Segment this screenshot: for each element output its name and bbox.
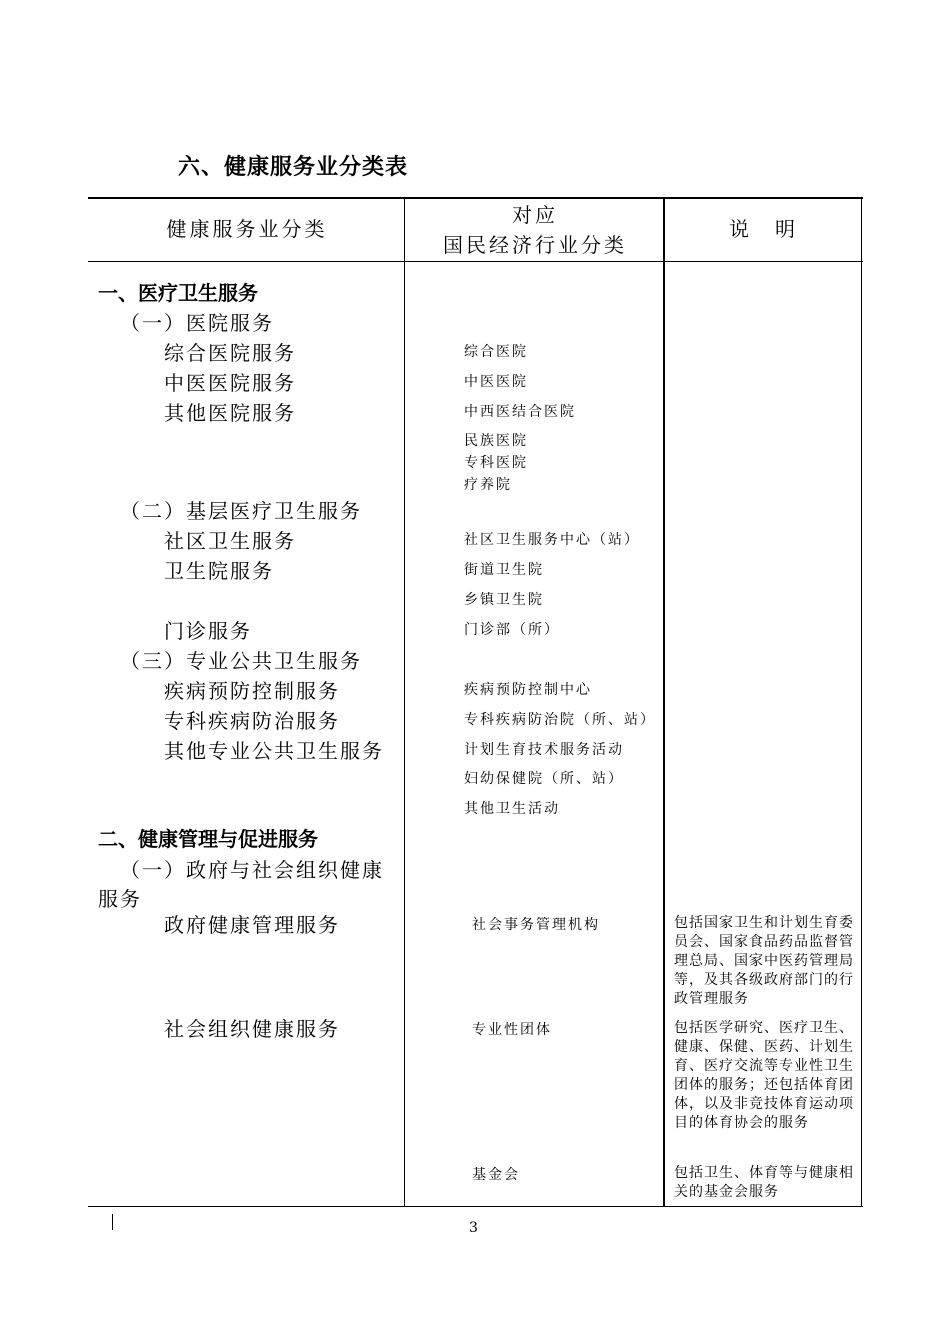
column-divider-2 <box>663 197 665 1207</box>
page-number: 3 <box>469 1220 478 1236</box>
subsection-2-1-line1: （一）政府与社会组织健康 <box>120 858 384 882</box>
code-township-health-center: 乡镇卫生院 <box>464 592 544 608</box>
code-maternal-child-health: 妇幼保健院（所、站） <box>464 771 624 787</box>
table-header-divider <box>88 261 863 262</box>
item-1-3-a: 疾病预防控制服务 <box>164 679 340 703</box>
note-professional-association: 包括医学研究、医疗卫生、健康、保健、医药、计划生育、医疗交流等专业性卫生团体的服务；还包括体育团体，以及非竞技体育运动项目的体育协会的服务 <box>674 1020 854 1131</box>
margin-marker <box>112 1214 113 1230</box>
item-1-3-b: 专科疾病防治服务 <box>164 709 340 733</box>
code-other-health-activities: 其他卫生活动 <box>464 801 560 817</box>
item-1-1-a: 综合医院服务 <box>164 341 296 365</box>
section-2-heading: 二、健康管理与促进服务 <box>98 827 318 851</box>
code-outpatient: 门诊部（所） <box>464 622 560 638</box>
code-sanatorium: 疗养院 <box>464 477 512 493</box>
subsection-1-1: （一）医院服务 <box>120 311 274 335</box>
table-right-border <box>861 197 862 1207</box>
page-title: 六、健康服务业分类表 <box>178 155 409 180</box>
code-specialty-disease-prevention: 专科疾病防治院（所、站） <box>464 712 656 728</box>
code-specialty-hospital: 专科医院 <box>464 455 528 471</box>
item-1-2-a: 社区卫生服务 <box>164 529 296 553</box>
code-street-health-center: 街道卫生院 <box>464 562 544 578</box>
subsection-2-1-line2: 服务 <box>98 887 142 911</box>
header-industry-line2: 国民经济行业分类 <box>443 233 627 257</box>
subsection-1-3: （三）专业公共卫生服务 <box>120 649 362 673</box>
note-government-health-management: 包括国家卫生和计划生育委员会、国家食品药品监督管理总局、国家中医药管理局等，及其各级政府部门的行政管理服务 <box>674 915 854 1007</box>
item-1-2-b: 卫生院服务 <box>164 559 274 583</box>
code-professional-association: 专业性团体 <box>472 1022 552 1038</box>
code-general-hospital: 综合医院 <box>464 344 528 360</box>
item-1-3-c: 其他专业公共卫生服务 <box>164 739 384 763</box>
note-foundation: 包括卫生、体育等与健康相关的基金会服务 <box>674 1165 854 1200</box>
header-industry-line1: 对应 <box>512 203 558 227</box>
code-community-health-center: 社区卫生服务中心（站） <box>464 532 640 548</box>
code-family-planning: 计划生育技术服务活动 <box>464 742 624 758</box>
code-ethnic-hospital: 民族医院 <box>464 433 528 449</box>
code-tcm-hospital: 中医医院 <box>464 374 528 390</box>
code-social-affairs-agency: 社会事务管理机构 <box>472 917 600 933</box>
code-cdc: 疾病预防控制中心 <box>464 682 592 698</box>
code-integrated-hospital: 中西医结合医院 <box>464 404 576 420</box>
item-2-1-a: 政府健康管理服务 <box>164 913 340 937</box>
item-1-1-b: 中医医院服务 <box>164 371 296 395</box>
section-1-heading: 一、医疗卫生服务 <box>98 281 258 305</box>
item-1-2-c: 门诊服务 <box>164 619 252 643</box>
header-notes: 说 明 <box>729 217 798 241</box>
header-classification: 健康服务业分类 <box>166 217 328 241</box>
column-divider-1 <box>404 197 405 1207</box>
code-foundation: 基金会 <box>472 1167 520 1183</box>
subsection-1-2: （二）基层医疗卫生服务 <box>120 499 362 523</box>
item-2-1-b: 社会组织健康服务 <box>164 1017 340 1041</box>
table-bottom-border <box>88 1206 863 1207</box>
item-1-1-c: 其他医院服务 <box>164 401 296 425</box>
